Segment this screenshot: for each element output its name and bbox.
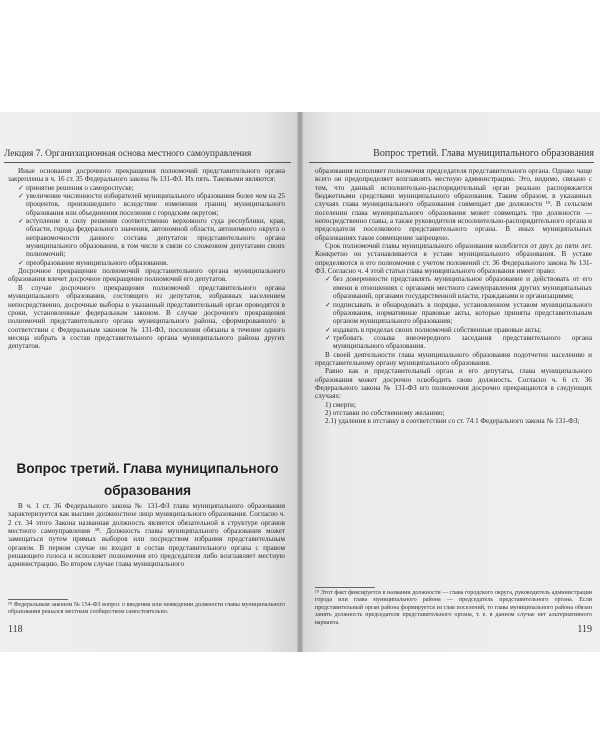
right-page (303, 112, 600, 652)
section-title-line2: образования (103, 483, 192, 498)
paragraph (315, 351, 592, 368)
bullet-item (8, 217, 285, 259)
bullet-item (8, 184, 285, 192)
paragraph (8, 284, 285, 351)
left-header-rule (4, 162, 291, 163)
paragraph (315, 167, 592, 242)
paragraph-text: преобразование муниципального образования. (26, 258, 169, 267)
bullet-item (315, 275, 592, 300)
left-footnote-rule (8, 599, 68, 600)
paragraph (315, 417, 592, 425)
paragraph (315, 242, 592, 275)
checkmark-icon: ✓ (325, 300, 331, 309)
paragraph (315, 409, 592, 417)
paragraph-text: вступление в силу решения соответственно верховного суда республики, края, области, города федерального значения, автономной области, автономного округа о неправомочности данного состава депутатов представительного органа муниципального образования, в том числе в связи со сложением депутатами своих полномочий; (26, 217, 285, 259)
paragraph-text: требовать созыва внеочередного заседания представительного органа муниципального образования. (333, 333, 592, 351)
right-running-head: Вопрос третий. Глава муниципального образования (373, 148, 594, 159)
paragraph-text: Иные основания досрочного прекращения полномочий представительного органа закреплены в ч. 16 ст. 35 Федерального закона № 131-ФЗ. Их пять. Таковыми являются: (8, 167, 285, 184)
paragraph-text: Равно как и представительный орган и его депутаты, глава муниципального образования может досрочно освободить свою должность. Согласно ч. 6 ст. 36 Федерального закона № 131-ФЗ его полномочия досрочно прекращаются в следующих случаях: (315, 367, 592, 401)
bullet-item (315, 334, 592, 351)
left-body-text (8, 167, 285, 351)
paragraph-text: увеличение численности избирателей муниципального образования более чем на 25 процентов, произошедшего вследствие изменения границ муниципального образования или объединения поселения с городским округом; (26, 192, 285, 217)
checkmark-icon: ✓ (18, 192, 24, 201)
bullet-item (315, 326, 592, 334)
section-title (10, 458, 285, 502)
paragraph-text: 2.1) удаления в отставку в соответствии со ст. 74.1 Федерального закона № 131-ФЗ; (325, 417, 580, 426)
paragraph-text: В случае досрочного прекращения полномочий представительного органа муниципального образования, состоящего из депутатов, избранных населением непосредственно, досрочные выборы в указанный представительный орган проводятся в сроки, установленные федеральным законом. В случае досрочного прекращения полномочий представительного органа муниципального района, сформированного в соответствии с Федеральным законом № 131-ФЗ, поселения обязаны в течение одного месяца избрать в состав представительного органа муниципального района других депутатов. (8, 283, 285, 351)
bullet-item (8, 259, 285, 267)
paragraph-text: без доверенности представлять муниципальное образование и действовать от его имени в отношениях с органами местного самоуправления других муниципальных образований, органами государственной власти, гражданами и организациями; (333, 275, 592, 301)
paragraph-text: Срок полномочий главы муниципального образования колеблется от двух до пяти лет. Конкретно он устанавливается в уставе муниципального образования. В уставе определяются и его полномочия с учетом положений ст. 36 Федерального закона № 131-ФЗ. Согласно ч. 4 этой статьи глава муниципального образования имеет право: (315, 242, 592, 276)
paragraph-text: Досрочное прекращение полномочий представительного органа муниципального образования влечет досрочное прекращение полномочий его депутатов. (8, 267, 285, 284)
paragraph-text: 2) отставки по собственному желанию; (325, 408, 445, 417)
paragraph-text: подписывать и обнародовать в порядке, установленном уставом муниципального образования, нормативные правовые акты, которые приняты представительным органом муниципального образования; (333, 300, 592, 326)
paragraph-text: принятие решения о самороспуске; (26, 183, 134, 192)
checkmark-icon: ✓ (325, 275, 331, 284)
right-header-rule (309, 162, 594, 163)
paragraph-text: издавать в пределах своих полномочий собственные правовые акты; (333, 325, 542, 334)
paragraph-text: В ч. 1 ст. 36 Федерального закона № 131-ФЗ глава муниципального образования характеризуется как высшее должностное лицо муниципального образования. Согласно ч. 2 ст. 34 этого Закона названная должность является обязательной в структуре органов местного самоуправления ¹⁸. Должность главы муниципального образования может замещаться путем прямых выборов или посредством избрания представительным органом. В первом случае он входит в состав представительного органа с правом решающего голоса и исполняет полномочия его председателя либо возглавляет местную администрацию. Во втором случае глава муниципального (8, 502, 285, 569)
left-footnote: ¹⁸ Федеральным законом № 154-ФЗ вопрос о введении или невведении должности главы муниципального образования решался местным сообществом самостоятельно. (8, 602, 285, 616)
paragraph (8, 267, 285, 284)
paragraph (8, 502, 285, 569)
right-footnote-rule (315, 587, 375, 588)
paragraph-text: В своей деятельности глава муниципального образования подотчетен населению и представительному органу муниципального образования. (315, 350, 592, 367)
left-page (0, 112, 297, 652)
checkmark-icon: ✓ (18, 217, 24, 226)
checkmark-icon: ✓ (18, 258, 24, 267)
paragraph (315, 367, 592, 400)
left-running-head: Лекция 7. Организационная основа местного самоуправления (4, 149, 252, 159)
section-title-line1: Вопрос третий. Глава муниципального (16, 461, 279, 476)
checkmark-icon: ✓ (325, 325, 331, 334)
paragraph-text: 1) смерти; (325, 400, 356, 409)
bullet-item (315, 301, 592, 326)
right-page-number: 119 (577, 624, 592, 635)
paragraph-text: образования исполняет полномочия председателя представительного органа. Однако чаще всего он предопределяет возглавлять местную администрацию. Это, видимо, связано с тем, что данный исполнительно-распорядительный орган реально распоряжается бюджетными средствами муниципального образования. Таким образом, в указанных случаях глава муниципального образования совмещает две должности ¹⁹. В сельском поселении глава муниципального образования может совмещать три должности — непосредственно главы, а также руководителя исполнительно-распорядительного органа и председателя поселкового представительного органа. В иных муниципальных образованиях такое совмещение запрещено. (315, 167, 592, 242)
left-body-text-bottom (8, 502, 285, 569)
paragraph (315, 401, 592, 409)
left-page-number: 118 (8, 624, 23, 635)
right-footnote: ¹⁹ Этот факт фиксируется в названии должности — глава городского округа, руководитель администрации города или глава муниципального района — председатель представительного органа. Если представительный орган района формируется из глав поселений, то глава муниципального района обязан занять должность председателя представительного органа, т. е. в данном случае нет альтернативного варианта. (315, 590, 592, 626)
bullet-item (8, 192, 285, 217)
right-body-text (315, 167, 592, 426)
checkmark-icon: ✓ (325, 333, 331, 342)
checkmark-icon: ✓ (18, 183, 24, 192)
book-spread (0, 112, 600, 652)
paragraph (8, 167, 285, 184)
